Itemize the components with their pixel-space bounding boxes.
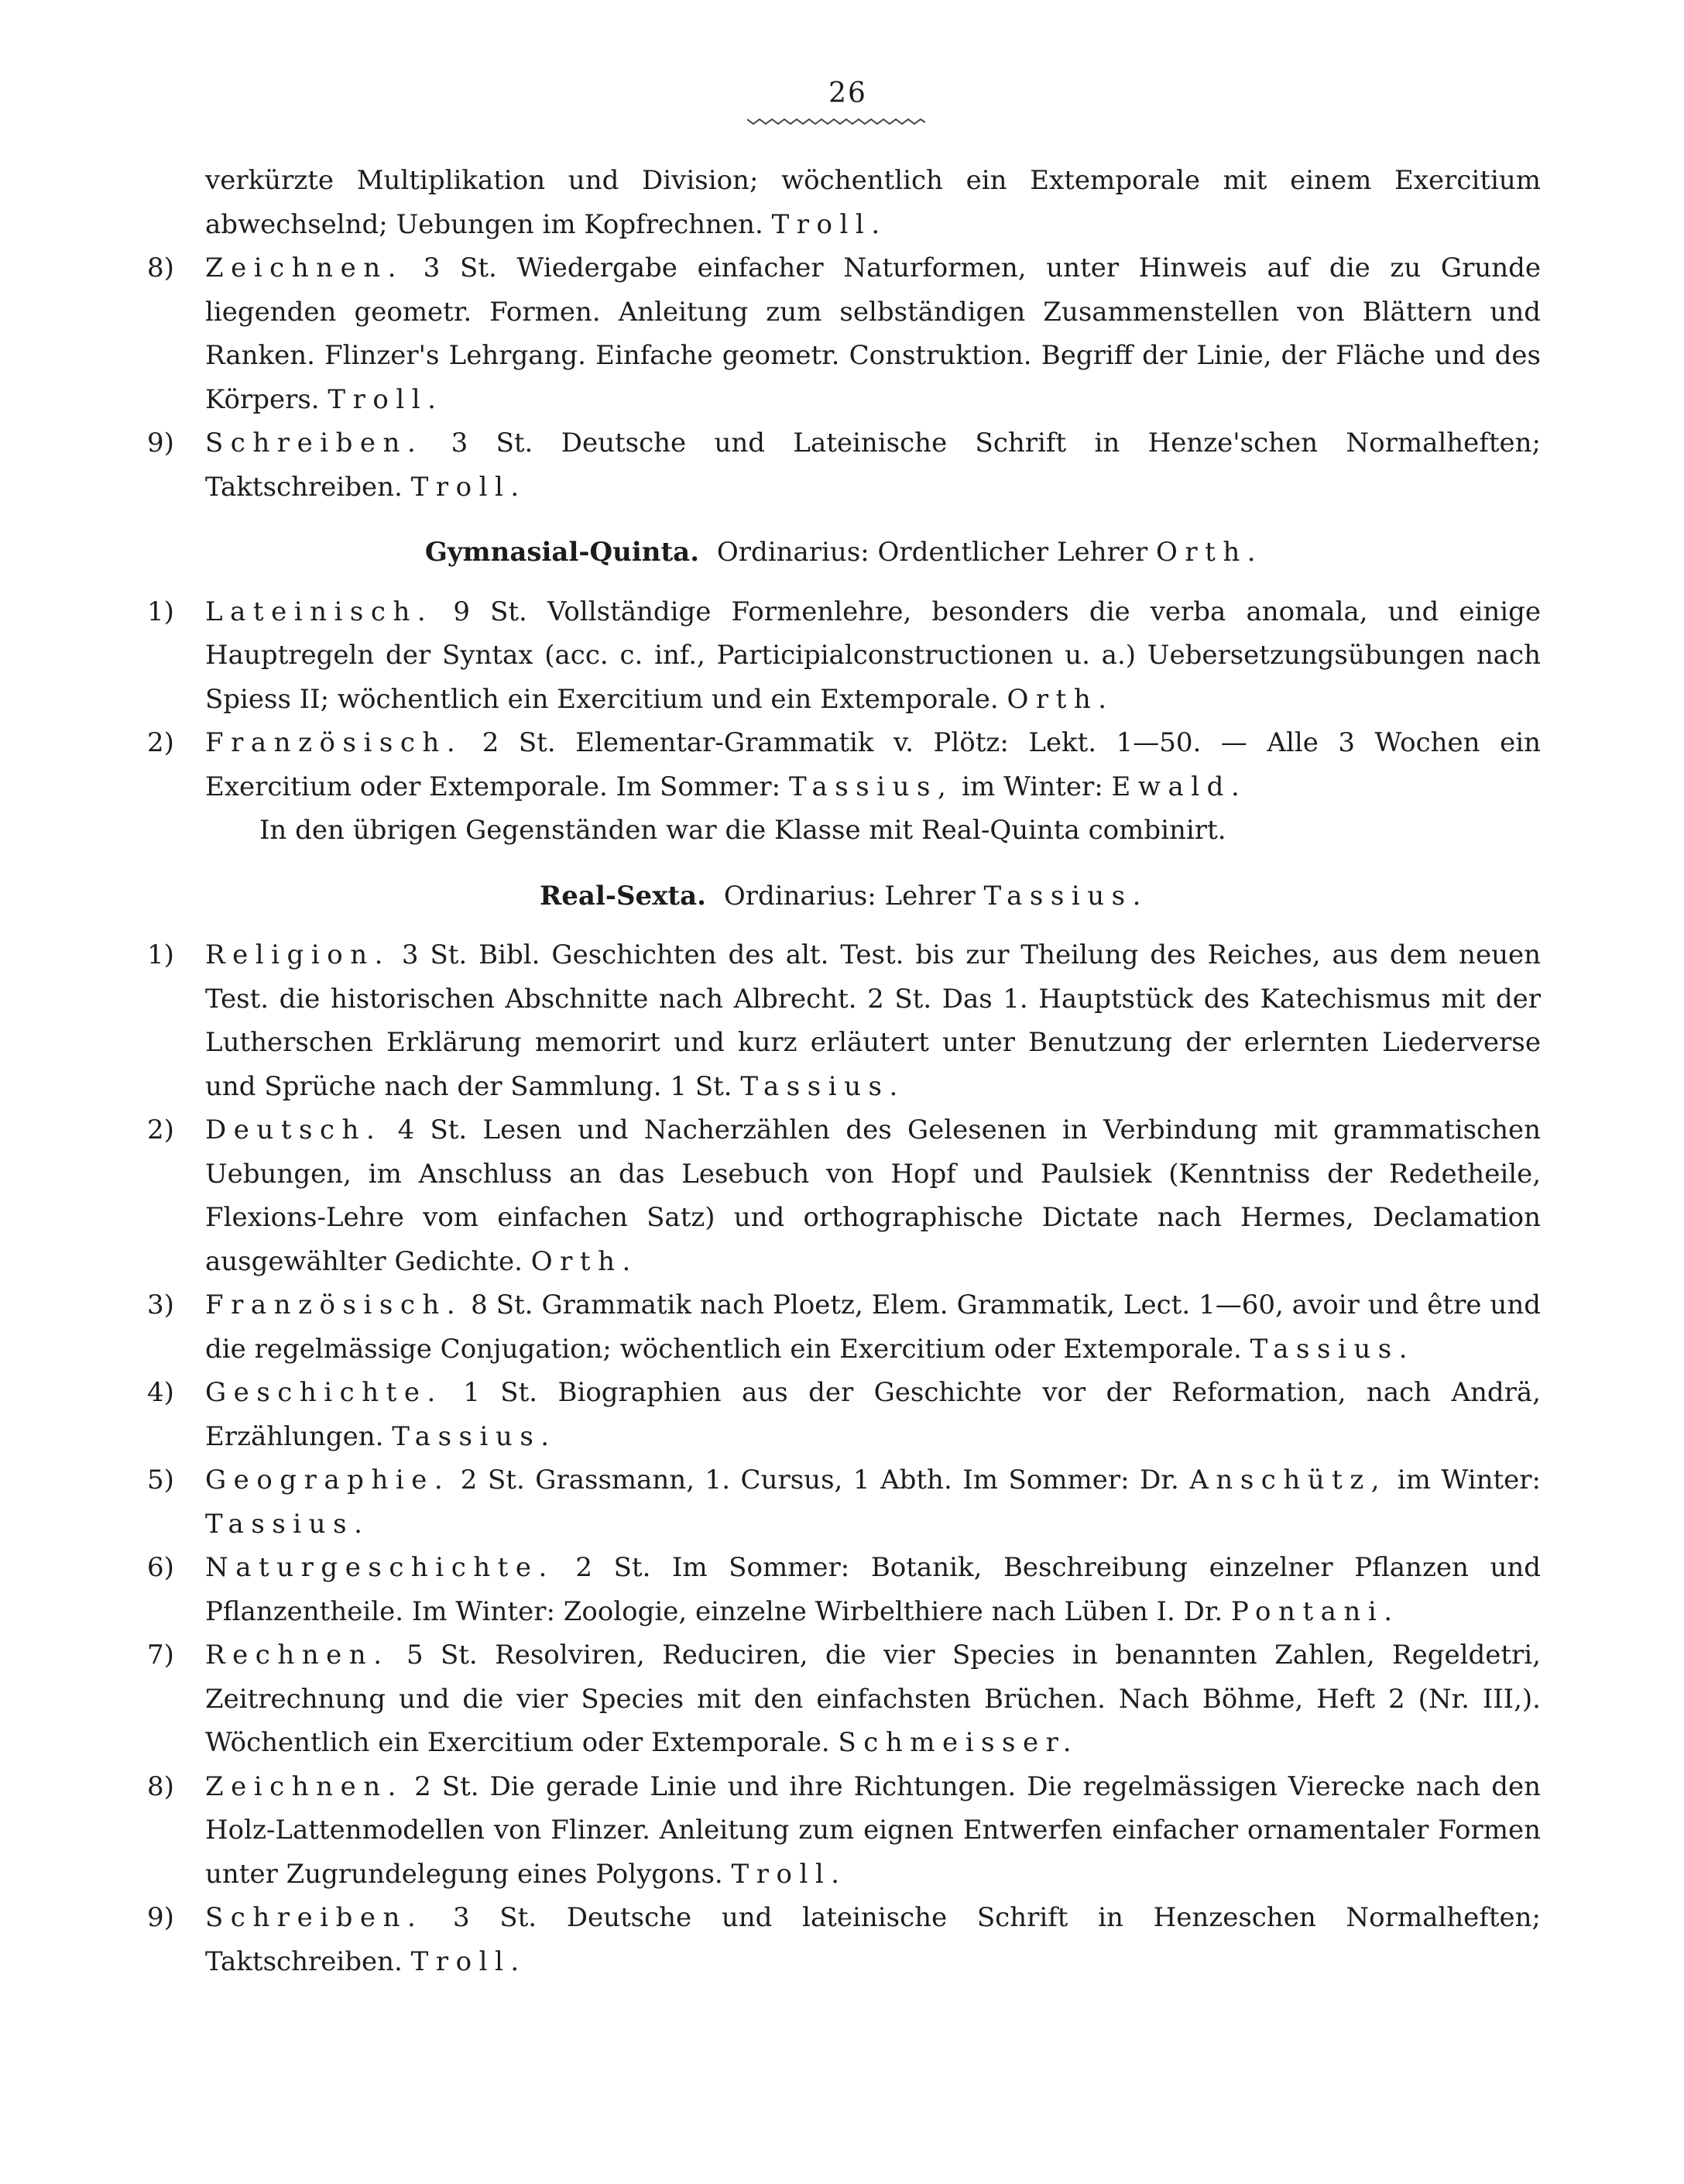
list-item: [147, 933, 1541, 1108]
teacher-name: Anschütz,: [1189, 1465, 1387, 1495]
subject-name: Geographie.: [205, 1465, 451, 1495]
item-number: 8): [147, 252, 174, 283]
item-text: verkürzte Multiplikation und Division; wöchentlich ein Extemporale mit einem Exercitium abwechselnd; Uebungen im Kopfrechnen.: [205, 165, 1541, 240]
list-item: [147, 1896, 1541, 1983]
subject-name: Religion.: [205, 939, 390, 970]
item-number: 3): [147, 1289, 174, 1320]
list-item: [147, 590, 1541, 722]
teacher-name: Orth.: [530, 1245, 638, 1277]
item-text: 2 St. Die gerade Linie und ihre Richtungen. Die regelmässigen Vierecke nach den Holz-Lattenmodellen von Flinzer. Anleitung zum eignen Entwerfen einfacher ornamentaler Formen unter Zugrundelegung eines Polygons.: [205, 1770, 1541, 1890]
section-heading-real-sexta: [147, 874, 1541, 919]
teacher-name: Tassius.: [205, 1508, 370, 1540]
ordinarius-name: Orth.: [1156, 537, 1264, 568]
item-text: 8 St. Grammatik nach Ploetz, Elem. Grammatik, Lect. 1—60, avoir und être und die regelmässige Conjugation; wöchentlich ein Exercitium oder Extemporale.: [205, 1289, 1541, 1365]
teacher-name: Troll.: [410, 471, 526, 503]
ordinarius-name: Tassius.: [983, 880, 1148, 912]
list-item: [147, 1458, 1541, 1546]
item-text: 3 St. Bibl. Geschichten des alt. Test. bis zur Theilung des Reiches, aus dem neuen Test. die historischen Abschnitte nach Albrecht. 2 St. Das 1. Hauptstück des Katechismus mit der Lutherschen Erklärung memorirt und kurz erläutert unter Benutzung der erlernten Liederverse und Sprüche nach der Sammlung. 1 St.: [205, 939, 1541, 1102]
subject-name: Geschichte.: [205, 1377, 443, 1408]
item-text: 2 St. Elementar-Grammatik v. Plötz: Lekt. 1—50. — Alle 3 Wochen ein Exercitium oder Extemporale. Im Sommer:: [205, 727, 1542, 802]
page-number-ornament: [747, 116, 925, 127]
list-item: [147, 1765, 1541, 1897]
item-text: 1 St. Biographien aus der Geschichte vor der Reformation, nach Andrä, Erzählungen.: [205, 1377, 1541, 1452]
item-number: 2): [147, 1114, 174, 1145]
item-text: im Winter:: [962, 771, 1103, 802]
section-heading-gymnasial-quinta: [147, 531, 1541, 575]
page-content: [147, 159, 1541, 1983]
teacher-name: Tassius.: [1250, 1333, 1415, 1365]
section-title: Gymnasial-Quinta.: [424, 537, 700, 568]
teacher-name: Tassius,: [788, 771, 954, 802]
item-text: 5 St. Resolviren, Reduciren, die vier Species in benannten Zahlen, Regeldetri, Zeitrechnung und die vier Species mit den einfachsten Brüchen. Nach Böhme, Heft 2 (Nr. III,). Wöchentlich ein Exercitium oder Extemporale.: [205, 1640, 1541, 1758]
subject-name: Französisch.: [205, 727, 463, 758]
teacher-name: Tassius.: [392, 1420, 557, 1452]
subject-name: Deutsch.: [205, 1114, 382, 1145]
page-number: 26: [828, 77, 867, 109]
teacher-name: Troll.: [410, 1945, 526, 1977]
item-number: 2): [147, 727, 174, 758]
item-number: 7): [147, 1640, 174, 1671]
subject-name: Zeichnen.: [205, 252, 403, 283]
teacher-name: Orth.: [1007, 683, 1114, 715]
ordinarius-label: Ordinarius: Ordentlicher Lehrer: [716, 537, 1148, 568]
teacher-name: Schmeisser.: [838, 1727, 1079, 1758]
list-item: [147, 1633, 1541, 1765]
item-text: 2 St. Grassmann, 1. Cursus, 1 Abth. Im Sommer: Dr.: [460, 1465, 1179, 1495]
item-text: 3 St. Deutsche und Lateinische Schrift in Henze'schen Normalheften; Taktschreiben.: [205, 428, 1541, 503]
item-text: im Winter:: [1397, 1465, 1541, 1495]
teacher-name: Ewald.: [1111, 771, 1247, 802]
item-number: 8): [147, 1770, 174, 1802]
teacher-name: Tassius.: [740, 1070, 905, 1102]
section-note: In den übrigen Gegenständen war die Klasse mit Real-Quinta combinirt.: [259, 815, 1226, 846]
list-item: [147, 1108, 1541, 1283]
list-item: [147, 1283, 1541, 1371]
list-item-continued-arithmetic: [147, 159, 1541, 246]
item-text: 4 St. Lesen und Nacherzählen des Gelesenen in Verbindung mit grammatischen Uebungen, im Anschluss an das Lesebuch von Hopf und Paulsiek (Kenntniss der Redetheile, Flexions-Lehre vom einfachen Satz) und orthographische Dictate nach Hermes, Declamation ausgewählter Gedichte.: [205, 1114, 1541, 1277]
item-text: 9 St. Vollständige Formenlehre, besonders die verba anomala, und einige Hauptregeln der Syntax (acc. c. inf., Participialconstructionen u. a.) Uebersetzungsübungen nach Spiess II; wöchentlich ein Exercitium und ein Extemporale.: [205, 596, 1541, 715]
item-text: 3 St. Wiedergabe einfacher Naturformen, unter Hinweis auf die zu Grunde liegenden geometr. Formen. Anleitung zum selbständigen Zusammenstellen von Blättern und Ranken. Flinzer's Lehrgang. Einfache geometr. Construktion. Begriff der Linie, der Fläche und des Körpers.: [205, 252, 1542, 415]
item-number: 1): [147, 939, 174, 970]
subject-name: Zeichnen.: [205, 1770, 403, 1802]
subject-name: Schreiben.: [205, 428, 424, 458]
item-number: 9): [147, 1902, 174, 1933]
list-item: [147, 721, 1541, 809]
subject-name: Französisch.: [205, 1289, 463, 1320]
item-number: 5): [147, 1465, 174, 1495]
list-item: [147, 1546, 1541, 1633]
section-title: Real-Sexta.: [540, 880, 707, 912]
item-text: 2 St. Im Sommer: Botanik, Beschreibung einzelner Pflanzen und Pflanzentheile. Im Winter: Zoologie, einzelne Wirbelthiere nach Lüben I. Dr.: [205, 1552, 1541, 1627]
list-item: [147, 1371, 1541, 1458]
ordinarius-label: Ordinarius: Lehrer: [723, 880, 976, 912]
item-number: 1): [147, 596, 174, 627]
subject-name: Rechnen.: [205, 1640, 389, 1671]
subject-name: Lateinisch.: [205, 596, 434, 627]
teacher-name: Pontani.: [1231, 1595, 1400, 1627]
teacher-name: Troll.: [731, 1858, 847, 1890]
list-item: [147, 421, 1541, 509]
subject-name: Naturgeschichte.: [205, 1552, 554, 1583]
list-item: [147, 246, 1541, 421]
item-number: 9): [147, 428, 174, 458]
teacher-name: Troll.: [771, 208, 887, 240]
item-number: 4): [147, 1377, 174, 1408]
teacher-name: Troll.: [328, 383, 444, 415]
item-number: 6): [147, 1552, 174, 1583]
item-text: 3 St. Deutsche und lateinische Schrift in Henzeschen Normalheften; Taktschreiben.: [205, 1902, 1541, 1977]
subject-name: Schreiben.: [205, 1902, 424, 1933]
